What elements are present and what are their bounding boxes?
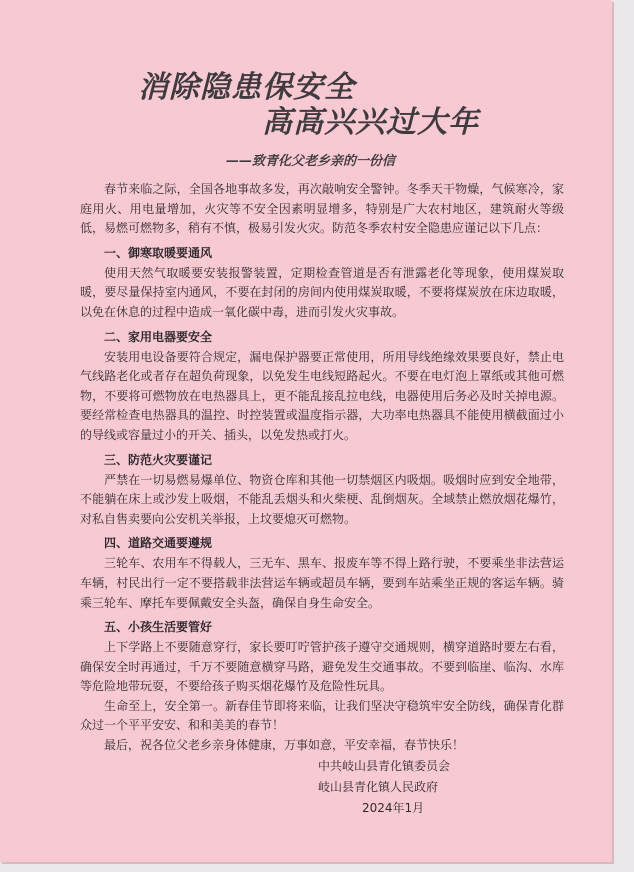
section-heading: 四、道路交通要遵规 [104,536,213,551]
section-heading: 五、小孩生活要管好 [104,620,213,635]
section-text: 严禁在一切易燃易爆单位、物资仓库和其他一切禁烟区内吸烟。吸烟时应到安全地带，不能躺在床上或沙发上吸烟，不能乱丢烟头和火柴梗、乱倒烟灰。全域禁止燃放烟花爆竹，对私自售卖要向公安机关举报，上坟要熄灭可燃物。 [80,472,564,526]
subtitle: ——致青化父老乡亲的一份信 [226,154,396,169]
section-heading: 二、家用电器要安全 [104,329,213,344]
signature-block [318,756,450,819]
signature-org-party: 中共岐山县青化镇委员会 [318,759,451,773]
section-heading: 一、御寒取暖要通风 [104,245,213,260]
intro-paragraph: 春节来临之际，全国各地事故多发，再次敲响安全警钟。冬季天干物燥，气候寒冷，家庭用火、用电量增加，火灾等不安全因素明显增多，特别是广大农村地区，建筑耐火等级低，易燃可燃物多，稍有不慎，极易引发火灾。防范冬季农村安全隐患应谨记以下几点： [80,182,564,236]
signature-date: 2024年1月 [362,801,425,815]
closing-paragraph: 最后，祝各位父老乡亲身体健康，万事如意，平安幸福，春节快乐！ [104,738,465,753]
title-line-2: 高高兴兴过大年 [262,105,479,140]
section-text: 三轮车、农用车不得载人，三无车、黑车、报废车等不得上路行驶，不要乘坐非法营运车辆，村民出行一定不要搭载非法营运车辆或超员车辆，要到车站乘坐正规的客运车辆。骑乘三轮车、摩托车要佩戴安全头盔，确保自身生命安全。 [80,556,564,610]
section-text: 使用天然气取暖要安装报警装置，定期检查管道是否有泄露老化等现象，使用煤炭取暖，要尽量保持室内通风，不要在封闭的房间内使用煤炭取暖，不要将煤炭放在床边取暖，以免在休息的过程中造成一氧化碳中毒，进而引发火灾事故。 [80,265,564,319]
title-line-1: 消除隐患保安全 [138,70,355,105]
letter-body [80,180,564,756]
closing-paragraph: 生命至上，安全第一。新春佳节即将来临，让我们坚决守稳筑牢安全防线，确保青化群众过一个平平安安、和和美美的春节！ [80,698,564,733]
section-heading: 三、防范火灾要谨记 [104,452,213,467]
section-text: 上下学路上不要随意穿行，家长要叮咛管护孩子遵守交通规则，横穿道路时要左右看，确保安全时再通过，千万不要随意横穿马路，避免发生交通事故。不要到临崖、临沟、水库等危险地带玩耍，不要给孩子购买烟花爆竹及危险性玩具。 [80,640,564,694]
signature-org-government: 岐山县青化镇人民政府 [318,780,439,794]
section-text: 安装用电设备要符合规定，漏电保护器要正常使用，所用导线绝缘效果要良好，禁止电气线路老化或者存在超负荷现象，以免发生电线短路起火。不要在电灯泡上罩纸或其他可燃物，不要将可燃物放在电热器具上，更不能乱接乱拉电线，电器使用后务必及时关掉电源。要经常检查电热器具的温控、时控装置或温度指示器，大功率电热器具不能使用横截面过小的导线或容量过小的开关、插头，以免发热或打火。 [80,349,564,442]
